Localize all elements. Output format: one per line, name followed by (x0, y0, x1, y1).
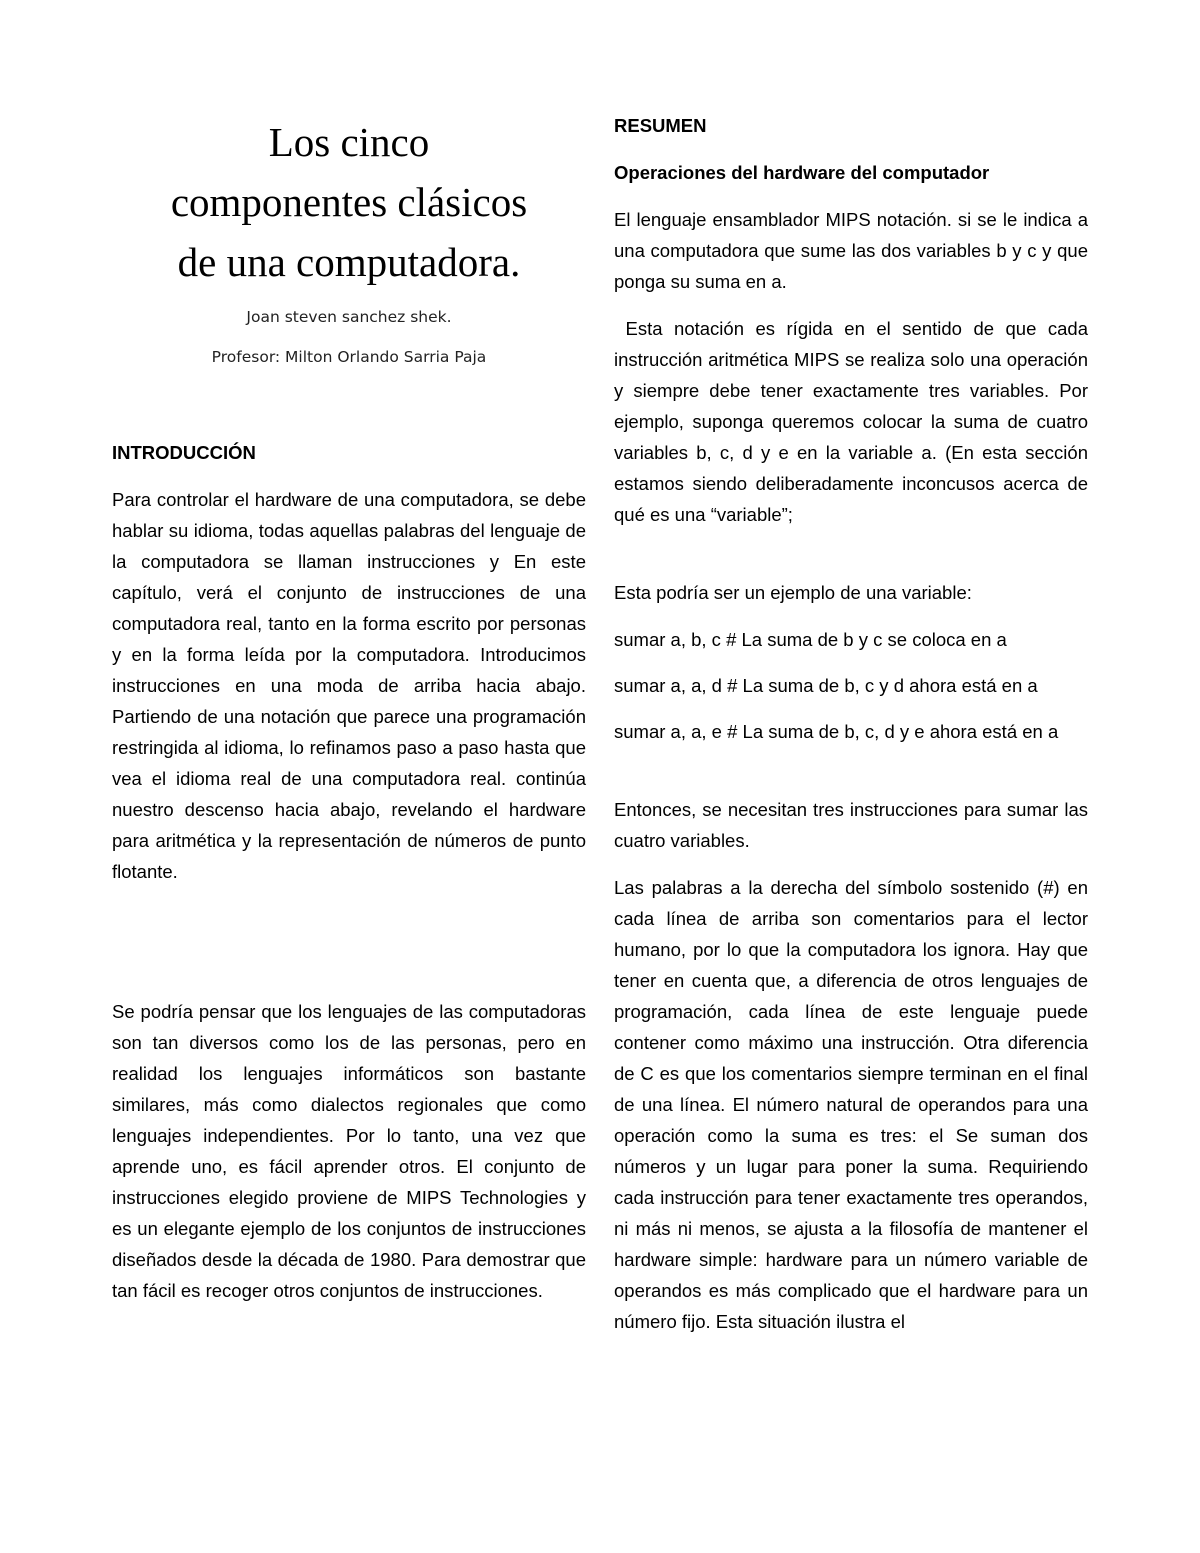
code-line-1: sumar a, b, c # La suma de b y c se coloca en a (614, 629, 1007, 650)
document-title (112, 112, 586, 292)
rigid-notation-paragraph: Esta notación es rígida en el sentido de que cada instrucción aritmética MIPS se realiza solo una operación y siempre debe tener exactamente tres variables. Por ejemplo, suponga queremos colocar la suma de cuatro variables b, c, d y e en la variable a. (En esta sección estamos siendo deliberadamente inconcusos acerca de qué es una “variable”; (614, 318, 1094, 525)
comments-paragraph: Las palabras a la derecha del símbolo sostenido (#) en cada línea de arriba son comentarios para el lector humano, por lo que la computadora los ignora. Hay que tener en cuenta que, a diferencia de otros lenguajes de programación, cada línea de este lenguaje puede contener como máximo una instrucción. Otra diferencia de C es que los comentarios siempre terminan en el final de una línea. El número natural de operandos para una operación como la suma es tres: el Se suman dos números y un lugar para poner la suma. Requiriendo cada instrucción para tener exactamente tres operandos, ni más ni menos, se ajusta a la filosofía de mantener el hardware simple: hardware para un número variable de operandos es más complicado que el hardware para un número fijo. Esta situación ilustra el (614, 877, 1088, 1332)
section-heading: Operaciones del hardware del computador (614, 162, 990, 183)
title-line: de una computadora. (177, 239, 521, 285)
title-line: componentes clásicos (170, 179, 528, 225)
intro-heading: INTRODUCCIÓN (112, 442, 256, 463)
intro-paragraph: Para controlar el hardware de una computadora, se debe hablar su idioma, todas aquellas palabras del lenguaje de la computadora se llaman instrucciones y En este capítulo, verá el conjunto de instrucciones de una computadora real, tanto en la forma escrito por personas y en la forma leída por la computadora. Introducimos instrucciones en una moda de arriba hacia abajo. Partiendo de una notación que parece una programación restringida al idioma, lo refinamos paso a paso hasta que vea el idioma real de una computadora real. continúa nuestro descenso hacia abajo, revelando el hardware para aritmética y la representación de números de punto flotante. (112, 489, 586, 882)
code-line-3: sumar a, a, e # La suma de b, c, d y e ahora está en a (614, 721, 1059, 742)
three-instructions-paragraph: Entonces, se necesitan tres instrucciones para sumar las cuatro variables. (614, 799, 1088, 851)
author-name: Joan steven sanchez shek. (246, 308, 452, 326)
title-line: Los cinco (268, 119, 430, 165)
languages-paragraph: Se podría pensar que los lenguajes de las computadoras son tan diversos como los de las personas, pero en realidad los lenguajes informáticos son bastante similares, más como dialectos regionales que como lenguajes independientes. Por lo tanto, una vez que aprende uno, es fácil aprender otros. El conjunto de instrucciones elegido proviene de MIPS Technologies y es un elegante ejemplo de los conjuntos de instrucciones diseñados desde la década de 1980. Para demostrar que tan fácil es recoger otros conjuntos de instrucciones. (112, 1001, 586, 1301)
code-line-2: sumar a, a, d # La suma de b, c y d ahora está en a (614, 675, 1038, 696)
mips-notation-paragraph: El lenguaje ensamblador MIPS notación. si se le indica a una computadora que sume las dos variables b y c y que ponga su suma en a. (614, 209, 1088, 292)
summary-heading: RESUMEN (614, 115, 707, 136)
variable-example-intro: Esta podría ser un ejemplo de una variable: (614, 582, 972, 603)
professor-name: Profesor: Milton Orlando Sarria Paja (211, 348, 487, 366)
